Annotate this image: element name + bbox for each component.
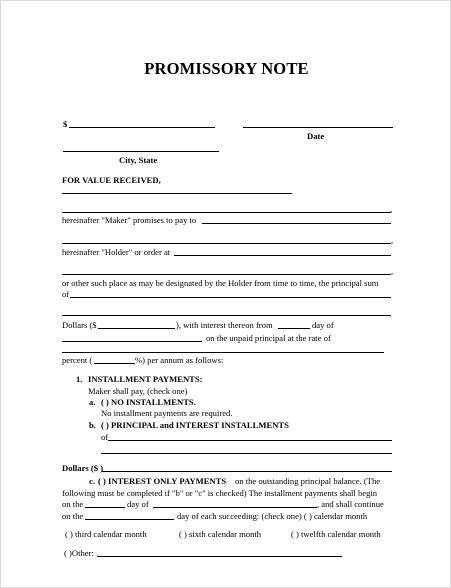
interest-day-field[interactable] [278,328,310,329]
item-b-label: b. [89,420,96,430]
comma-3: , [391,266,394,276]
maker-text: hereinafter "Maker" promises to pay to [62,215,197,225]
item-c-label: c. [89,476,95,486]
other-frequency-field[interactable] [97,556,342,557]
maker-address-field[interactable] [62,212,391,213]
dollar-sign: $ [63,119,68,129]
rate-percent-field[interactable] [94,363,135,364]
on-the-label: on the [62,499,84,509]
city-state-label: City, State [119,155,158,165]
date-field[interactable] [243,127,393,128]
dollars-bold-label: Dollars ($ ) [62,463,104,473]
payee-field[interactable] [202,223,391,224]
of-label: of [62,289,70,299]
comma-1: , [390,204,393,214]
installment-amount-words-field[interactable] [108,440,392,441]
on-the-label-2: on the [62,511,84,521]
payee-address-field[interactable] [62,243,391,244]
principal-words-field[interactable] [70,297,391,298]
percent-open: percent ( [62,355,93,365]
option-third-month[interactable]: ( ) third calendar month [65,529,147,539]
for-value-received: FOR VALUE RECEIVED, [62,175,161,185]
day-of-each-label: day of each succeeding: (check one) ( ) calendar month [177,511,368,521]
item-b-title[interactable]: ( ) PRINCIPAL and INTEREST INSTALLMENTS [101,420,289,430]
item-c-text1: on the outstanding principal balance. (The [235,476,381,486]
date-label: Date [307,131,325,141]
item-a-title[interactable]: ( ) NO INSTALLMENTS. [101,397,196,407]
principal-amount-field[interactable] [98,328,175,329]
section1-number: 1. [76,374,83,384]
installment-amount-field[interactable] [102,471,392,472]
principal-words-field-2[interactable] [62,315,391,316]
item-a-text: No installment payments are required. [101,408,233,418]
payment-place-field-2[interactable] [62,274,391,275]
continue-day-field[interactable] [85,519,174,520]
shall-continue-label: , and shall continue [317,499,384,509]
installment-amount-words-field-2[interactable] [101,453,392,454]
item-b-of: of [101,432,109,442]
rate-words-field[interactable] [62,352,384,353]
option-sixth-month[interactable]: ( ) sixth calendar month [179,529,262,539]
comma-2: , [391,235,394,245]
holder-text: hereinafter "Holder" or order at [62,247,171,257]
amount-field[interactable] [69,127,215,128]
maker-name-field[interactable] [62,193,292,194]
option-twelfth-month[interactable]: ( ) twelfth calendar month [291,529,381,539]
payment-place-field[interactable] [174,255,391,256]
begin-day-of-label: day of [127,499,149,509]
begin-day-field[interactable] [85,507,125,508]
item-c-text2: following must be completed if "b" or "c" is checked) The installment payments shall begin [62,488,378,498]
dollars-open: Dollars ($ [62,320,97,330]
unpaid-text: on the unpaid principal at the rate of [206,333,331,343]
begin-month-field[interactable] [153,507,317,508]
section1-title: INSTALLMENT PAYMENTS: [88,374,203,384]
day-of-label: day of [312,320,334,330]
document-title: PROMISSORY NOTE [144,59,309,78]
interest-text: ), with interest thereon from [176,320,273,330]
other-place-text: or other such place as may be designated by the Holder from time to time, the principal sum [62,278,379,288]
maker-shall-pay: Maker shall pay, (check one) [88,386,188,396]
interest-month-field[interactable] [62,341,202,342]
item-a-label: a. [89,397,96,407]
percent-close: %) per annum as follows: [135,355,224,365]
option-other[interactable]: ( )Other: [64,548,94,558]
item-c-title[interactable]: ( ) INTEREST ONLY PAYMENTS [98,476,227,486]
city-state-field[interactable] [63,151,219,152]
